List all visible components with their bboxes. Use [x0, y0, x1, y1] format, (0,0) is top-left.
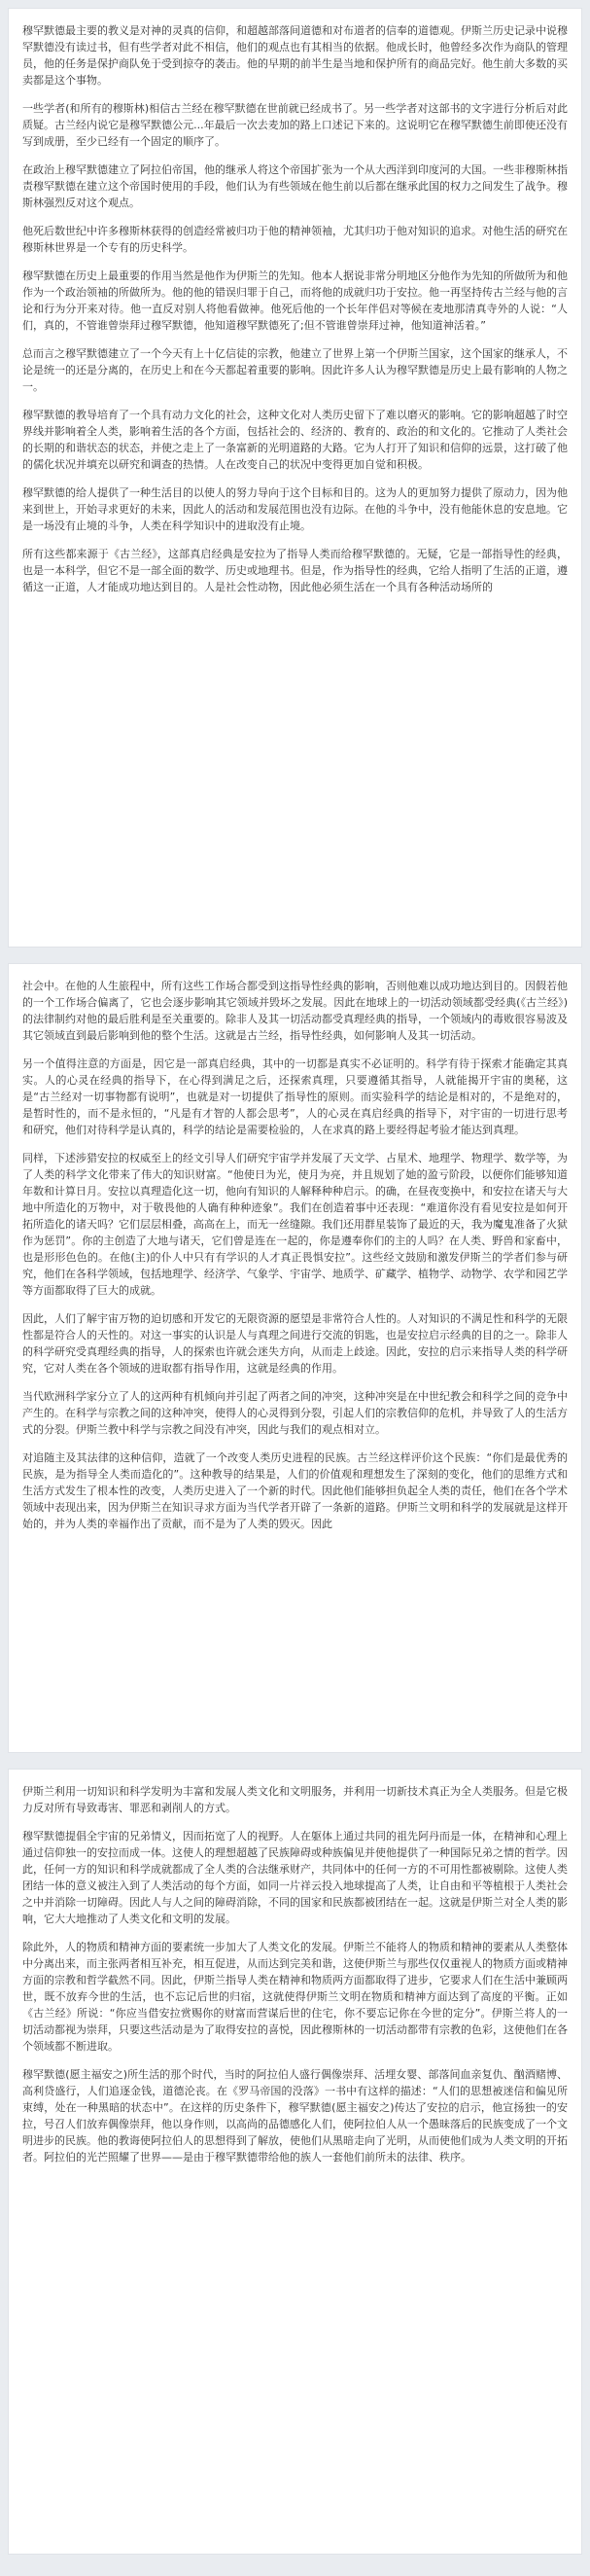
paragraph: 穆罕默德的教导培育了一个具有动力文化的社会，这种文化对人类历史留下了难以磨灭的影响。它的影响超越了时空界线并影响着全人类，影响着生活的各个方面，包括社会的、经济的、教育的、政治的和文化的。它推动了人类社会的长期的和谐状态的状态，并使之走上了一条富新的光明道路的大路。它为人打开了知识和信仰的远景，这打破了他的儒化状况并填充以研究和调查的热情。人在改变自己的状况中变得更加自觉和积极。: [22, 409, 568, 471]
paragraph: 另一个值得注意的方面是，因它是一部真启经典，其中的一切都是真实不必证明的。科学有待于探索才能确定其真实。人的心灵在经典的指导下，在心得到满足之后，还探索真理，只要遵循其指导，人就能揭开宇宙的奥秘，这是“古兰经对一切事物都有说明”，也就是对一切提供了指导性的原则。而实验科学的结论是相对的，不是绝对的，是暂时性的，而不是永恒的，“凡是有才智的人都会思考”，人的心灵在真启经典的指导下，对宇宙的一切进行思考和研究，他们对待科学是认真的，科学的结论是需要检验的，人在求真的路上要经得起考验才能达到真理。: [22, 1057, 568, 1136]
paragraph: 穆罕默德最主要的教义是对神的灵真的信仰，和超越部落间道德和对布道者的信奉的道德观。伊斯兰历史记录中说穆罕默德没有读过书，但有些学者对此不相信，他们的观点也有其相当的依据。他成长时，他曾经多次作为商队的管理员，他的任务是保护商队免于受到掠夺的袭击。他的早期的前半生是当地和保护所有的商品完好。他生前大多数的买卖都是这个事物。: [22, 24, 568, 87]
paragraph: 社会中。在他的人生旅程中，所有这些工作场合都受到这指导性经典的影响，否则他难以成功地达到目的。因假若他的一个工作场合偏离了，它也会逐步影响其它领域并毁坏之发展。因此在地球上的一切活动领域都受经典(《古兰经》)的法律制约对他的最后胜利是至关重要的。除非人及其一切活动都受真理经典的指导，一个领域内的毒败很容易波及其它领域直到最后影响到他的整个生活。这就是古兰经，指导性经典，如何影响人及其一切活动。: [22, 980, 568, 1042]
page-2-content: [9, 964, 581, 1532]
paragraph: 对追随主及其法律的这种信仰，造就了一个改变人类历史进程的民族。古兰经这样评价这个民族：“你们是最优秀的民族，是为指导全人类而造化的”。这种教导的结果是，人们的价值观和理想发生了深刻的变化，他们的思维方式和生活方式发生了根本性的改变，人类历史进入了一个新的时代。因此他们能够担负起全人类的责任，他们在各个学术领域中表现出来，因为伊斯兰在知识寻求方面为当代学者开辟了一条新的道路。伊斯兰文明和科学的发展就是这样开始的，并为人类的幸福作出了贡献，而不是为了人类的毁灭。因此: [22, 1451, 568, 1530]
paragraph: 除此外，人的物质和精神方面的要素统一步加大了人类文化的发展。伊斯兰不能将人的物质和精神的要素从人类整体中分离出来，而主张两者相互补充，相互促进，从而达到完美和谐，这使伊斯兰与那些仅仅重视人的物质方面或精神方面的宗教和哲学截然不同。因此，伊斯兰指导人类在精神和物质两方面都取得了进步，它要求人们在生活中兼顾两世，既不放弃今世的生活，也不忘记后世的归宿，这就使得伊斯兰文明在物质和精神方面达到了高度的平衡。正如《古兰经》所说：“你应当借安拉赏赐你的财富而营谋后世的住宅，你不要忘记你在今世的定分”。伊斯兰将人的一切活动都视为崇拜，只要这些活动是为了取得安拉的喜悦，因此穆斯林的一切活动都带有宗教的色彩，这使他们在各个领域都不断进取。: [22, 1941, 568, 2053]
paragraph: 穆罕默德在历史上最重要的作用当然是他作为伊斯兰的先知。他本人据说非常分明地区分他作为先知的所做所为和他作为一个政治领袖的所做所为。他的他的错误归罪于自己，而将他的成就归功于安拉。他一再坚持传古兰经与他的言论和行为分开来对待。他一直反对别人将他看做神。他死后他的一个长年伴侣对等候在麦地那清真寺外的人说：“人们，真的，不管谁曾崇拜过穆罕默德，他知道穆罕默德死了;但不管谁曾崇拜过神，他知道神活着。”: [22, 269, 568, 332]
paragraph: 他死后数世纪中许多穆斯林获得的创造经常被归功于他的精神领袖，尤其归功于他对知识的追求。对他生活的研究在穆斯林世界是一个专有的历史科学。: [22, 225, 568, 254]
paragraph: 同样，下述涉猎安拉的权威至上的经文引导人们研究宇宙学并发展了天文学、占星术、地理学、物理学、数学等，为了人类的科学文化带来了伟大的知识财富。“他使日为光，使月为亮，并且规划了她的盈亏阶段，以便你们能够知道年数和计算日月。安拉以真理造化这一切，他向有知识的人解释种种启示。的确，在昼夜变换中，和安拉在诸天与大地中所造化的万物中，对于敬畏他的人确有种种迹象”。我们在创造着事中还表现：“难道你没有看见安拉是如何开拓所造化的诸天吗？它们层层相叠，高高在上，而无一丝缝隙。我们还用群星装饰了最近的天，我为魔鬼准备了火狱作为惩罚”。你的主创造了大地与诸天，它们曾是连在一起的，你是遵奉你们的主的人吗？在人类、野兽和家畜中，也是形形色色的。在他(主)的仆人中只有有学识的人才真正畏惧安拉”。这些经文鼓励和激发伊斯兰的学者们参与研究，他们在各科学领域，包括地理学、经济学、气象学、宇宙学、地质学、矿藏学、植物学、动物学、农学和园艺学等方面都取得了巨大的成就。: [22, 1152, 568, 1297]
page-2: [8, 963, 582, 1753]
paragraph: 在政治上穆罕默德建立了阿拉伯帝国，他的继承人将这个帝国扩张为一个从大西洋到印度河的大国。一些非穆斯林指责穆罕默德在建立这个帝国时使用的手段，他们认为有些领域在他生前以后都在继承此国的权力之间发生了战争。穆斯林强烈反对这个观点。: [22, 163, 568, 209]
paragraph: 穆罕默德(愿主福安之)所生活的那个时代，当时的阿拉伯人盛行偶像崇拜、活埋女婴、部落间血亲复仇、酗酒赌博、高利贷盛行，人们追逐金钱，道德沦丧。在《罗马帝国的没落》一书中有这样的描述：“人们的思想被迷信和偏见所束缚，处在一种黑暗的状态中”。在这样的历史条件下，穆罕默德(愿主福安之)传达了安拉的启示，他宣扬独一的安拉，号召人们放弃偶像崇拜，他以身作则，以高尚的品德感化人们，使阿拉伯人从一个愚昧落后的民族变成了一个文明进步的民族。他的教诲使阿拉伯人的思想得到了解放，使他们从黑暗走向了光明，从而使他们成为人类文明的开拓者。阿拉伯的光芒照耀了世界——是由于穆罕默德带给他的族人一套他们前所未的法律、秩序。: [22, 2068, 568, 2164]
paragraph: 因此，人们了解宇宙万物的迫切感和开发它的无限资源的愿望是非常符合人性的。人对知识的不满足性和科学的无限性都是符合人的天性的。对这一事实的认识是人与真理之间进行交流的钥匙，也是安拉启示经典的目的之一。除非人的科学研究受真理经典的指导，人的探索也许就会迷失方向，从而走上歧途。因此，安拉的启示来指导人类的科学研究，它对人类在各个领域的进取都有指导作用，这就是经典的作用。: [22, 1312, 568, 1375]
paragraph: 伊斯兰利用一切知识和科学发明为丰富和发展人类文化和文明服务，并利用一切新技术真正为全人类服务。但是它极力反对所有导致毒害、罪恶和剥削人的方式。: [22, 1785, 568, 1814]
page-1-content: [9, 9, 581, 595]
page-3-content: [9, 1770, 581, 2165]
paragraph: 总而言之穆罕默德建立了一个今天有上十亿信徒的宗教，他建立了世界上第一个伊斯兰国家，这个国家的继承人，不论是统一的还是分离的，在历史上和在今天都起着重要的影响。因此许多人认为穆罕默德是历史上最有影响的人物之一。: [22, 347, 568, 393]
page-1: [8, 8, 582, 948]
paragraph: 一些学者(和所有的穆斯林)相信古兰经在穆罕默德在世前就已经成书了。另一些学者对这部书的文字进行分析后对此质疑。古兰经内说它是穆罕默德公元...年最后一次去麦加的路上口述记下来的。这说明它在穆罕默德生前即使还没有写到成册，至少已经有一个固定的顺序了。: [22, 102, 568, 148]
page-3: [8, 1769, 582, 2555]
paragraph: 当代欧洲科学家分立了人的这两种有机倾向并引起了两者之间的冲突，这种冲突是在中世纪教会和科学之间的竞争中产生的。在科学与宗教之间的这种冲突，使得人的心灵得到分裂，引起人们的宗教信仰的危机，并导致了人的生活方式的分裂。伊斯兰教中科学与宗教之间没有冲突，因此与我们的观点相对立。: [22, 1390, 568, 1436]
paragraph: 所有这些都来源于《古兰经》，这部真启经典是安拉为了指导人类而给穆罕默德的。无疑，它是一部指导性的经典，也是一本科学，但它不是一部全面的数学、历史或地理书。但是，作为指导性的经典，它给人指明了生活的正道，遵循这一正道，人才能成功地达到目的。人是社会性动物，因此他必须生活在一个具有各种活动场所的: [22, 548, 568, 593]
paragraph: 穆罕默德的给人提供了一种生活目的以使人的努力导向于这个目标和目的。这为人的更加努力提供了原动力，因为他来到世上，开始寻求更好的未来，因此人的活动和发展范围也没有边际。在他的斗争中，没有他能休息的安息地。它是一场没有止境的斗争，人类在科学知识中的进取没有止境。: [22, 486, 568, 532]
paragraph: 穆罕默德提倡全宇宙的兄弟情义，因而拓宽了人的视野。人在躯体上通过共同的祖先阿丹而是一体，在精神和心理上通过信仰独一的安拉而成一体。这使人的理想超越了民族障碍或种族偏见并使他提供了一种国际兄弟之情的哲学。因此，任何一方的知识和科学成就都成了全人类的合法继承财产，共同体中的任何一方的不可用性都被剔除。这使人类团结一体的意义被注入到了人类活动的每个方面，如同一片祥云投入地球提高了人类，让自由和平等植根于人类社会之中并消除一切障碍。因此人与人之间的障碍消除，不同的国家和民族都被团结在一起。这就是伊斯兰对全人类的影响，它大大地推动了人类文化和文明的发展。: [22, 1830, 568, 1925]
